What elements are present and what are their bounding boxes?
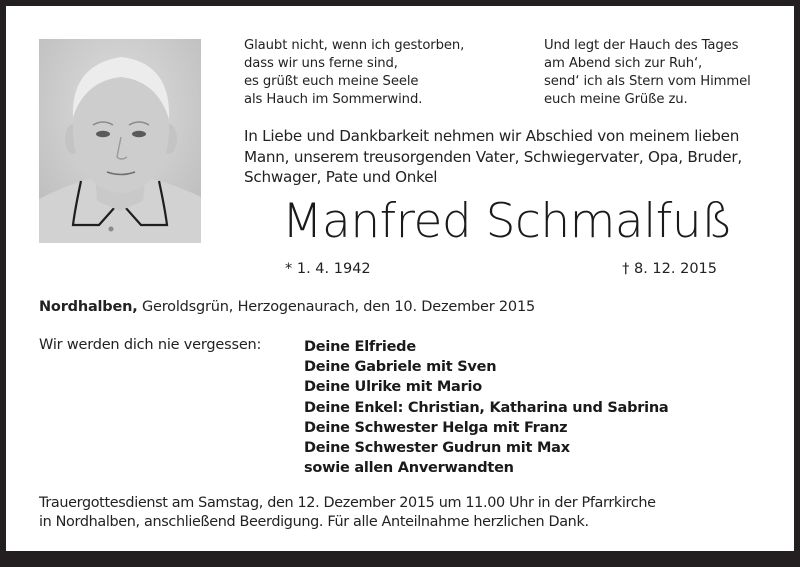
family-member: Deine Enkel: Christian, Katharina und Sabrina	[304, 399, 669, 416]
poem-left	[244, 37, 464, 109]
place-rest: Geroldsgrün, Herzogenaurach, den 10. Dezember 2015	[137, 299, 536, 315]
place-bold: Nordhalben,	[39, 299, 138, 315]
family-member: Deine Ulrike mit Mario	[304, 379, 482, 396]
family-member: Deine Elfriede	[304, 339, 416, 355]
deceased-name: Manfred Schmalfuß	[282, 194, 733, 249]
family-member: Deine Schwester Helga mit Franz	[304, 419, 568, 436]
poem-line: Glaubt nicht, wenn ich gestorben,	[244, 38, 465, 53]
poem-line: Und legt der Hauch des Tages	[544, 38, 739, 53]
poem-right	[544, 37, 751, 109]
intro-line: Schwager, Pate und Onkel	[244, 168, 438, 186]
service-line: Trauergottesdienst am Samstag, den 12. Dezember 2015 um 11.00 Uhr in der Pfarrkirche	[39, 495, 656, 511]
poem-line: send‘ ich als Stern vom Himmel	[544, 74, 751, 89]
family-member: Deine Gabriele mit Sven	[304, 359, 497, 376]
place-and-date	[39, 299, 535, 315]
intro-line: Mann, unserem treusorgenden Vater, Schwiegervater, Opa, Bruder,	[244, 147, 742, 166]
poem-line: es grüßt euch meine Seele	[244, 74, 419, 89]
poem-line: dass wir uns ferne sind,	[244, 56, 398, 71]
intro-line: In Liebe und Dankbarkeit nehmen wir Abschied von meinem lieben	[244, 127, 740, 145]
family-member: sowie allen Anverwandten	[304, 460, 514, 477]
obituary-card	[6, 6, 794, 551]
birth-date: * 1. 4. 1942	[285, 261, 371, 277]
poem-line: am Abend sich zur Ruh‘,	[544, 56, 703, 71]
family-member: Deine Schwester Gudrun mit Max	[304, 440, 570, 457]
service-notice	[39, 494, 656, 532]
poem-line: als Hauch im Sommerwind.	[244, 92, 423, 107]
intro-text	[244, 126, 784, 188]
farewell-label: Wir werden dich nie vergessen:	[39, 337, 262, 353]
portrait-photo	[39, 39, 201, 243]
service-line: in Nordhalben, anschließend Beerdigung. Für alle Anteilnahme herzlichen Dank.	[39, 514, 589, 530]
portrait-image-icon	[39, 39, 201, 243]
poem-line: euch meine Grüße zu.	[544, 92, 688, 107]
death-date: † 8. 12. 2015	[622, 261, 717, 277]
family-list	[304, 337, 668, 478]
